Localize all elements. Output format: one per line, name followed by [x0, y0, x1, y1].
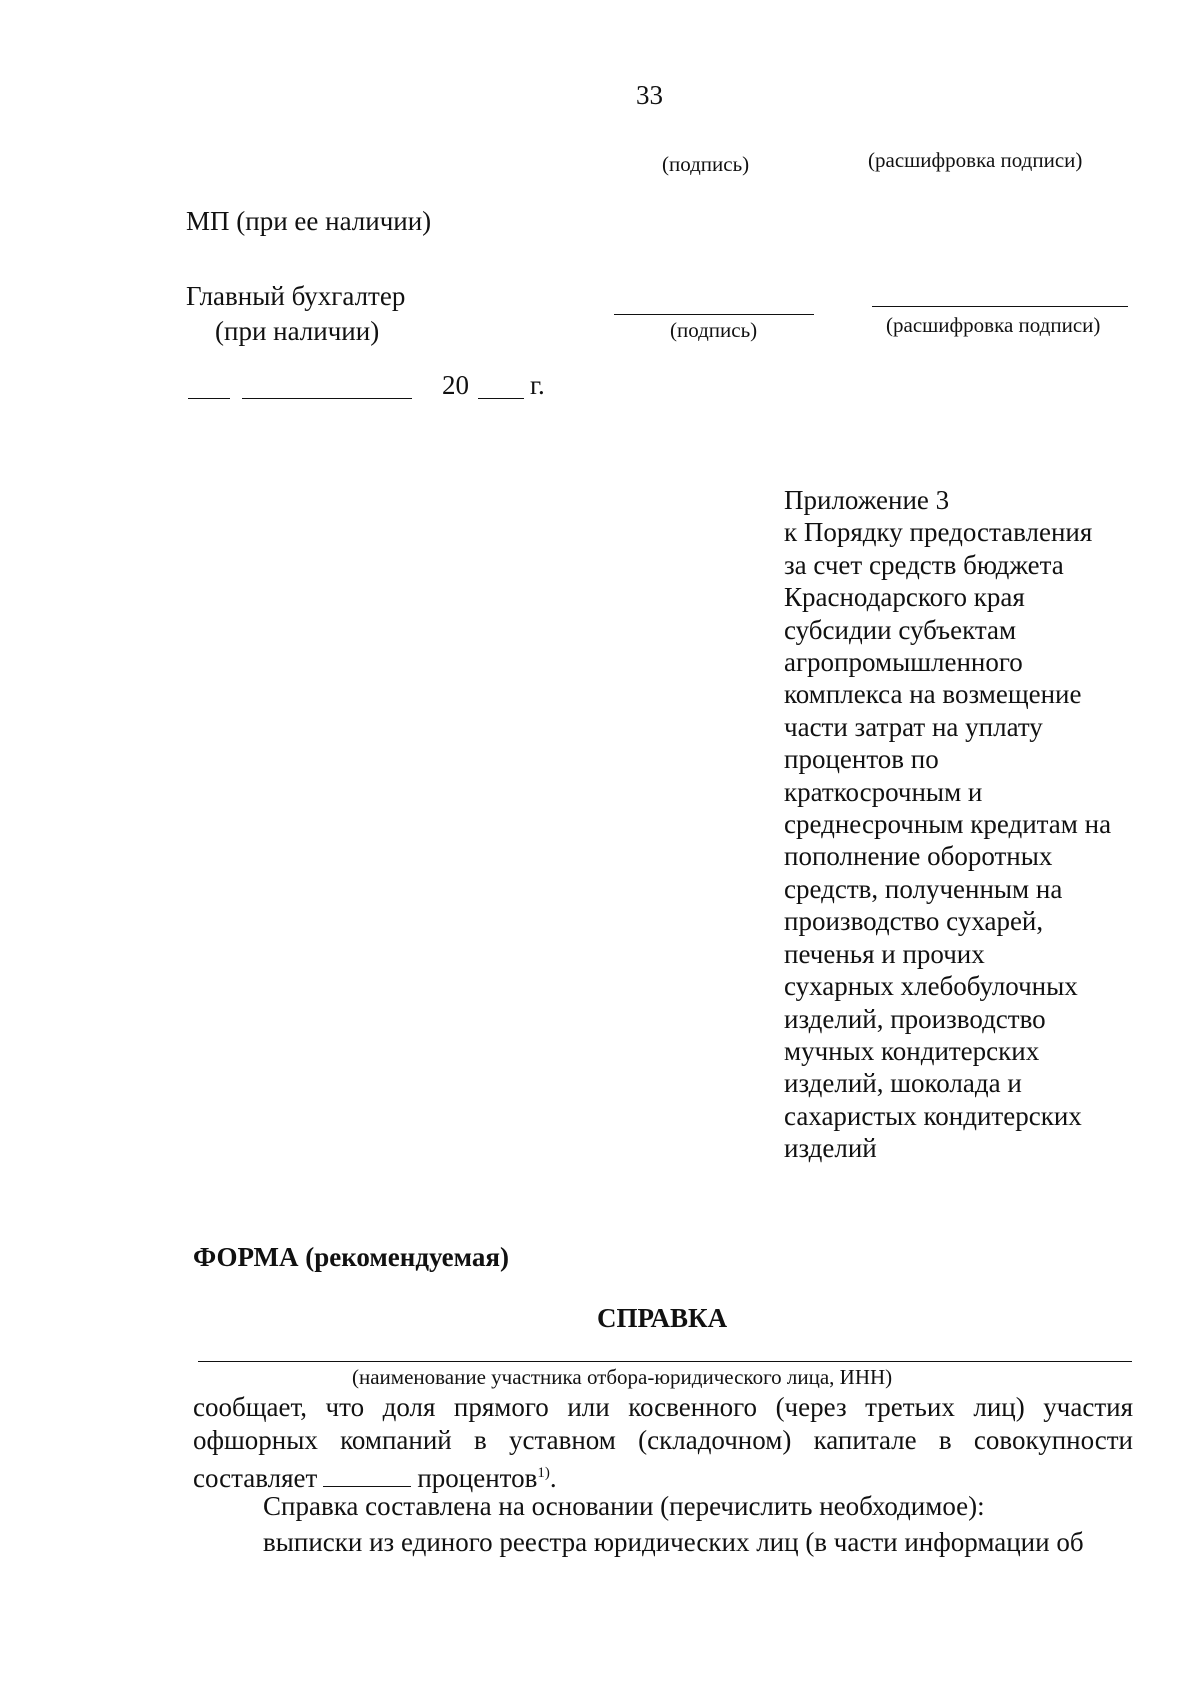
percent-suffix: процентов — [417, 1463, 538, 1493]
appendix-line: к Порядку предоставления — [784, 517, 1093, 548]
signature-decode-caption-2: (расшифровка подписи) — [886, 313, 1101, 337]
document-title: СПРАВКА — [597, 1303, 728, 1333]
appendix-header — [784, 484, 1164, 1165]
extract-line: выписки из единого реестра юридических лиц (в части информации об — [263, 1527, 1084, 1557]
appendix-line: пополнение оборотных — [784, 841, 1053, 872]
participant-name-line — [198, 1361, 1132, 1362]
appendix-line: изделий — [784, 1133, 877, 1164]
signature-caption-2: (подпись) — [670, 318, 758, 342]
chief-accountant-label: Главный бухгалтер — [186, 281, 406, 311]
appendix-line: процентов по — [784, 744, 939, 775]
appendix-line: сахаристых кондитерских — [784, 1100, 1082, 1131]
chief-accountant-note: (при наличии) — [215, 316, 380, 346]
date-month-blank — [242, 398, 412, 399]
appendix-line: производство сухарей, — [784, 906, 1044, 937]
appendix-line: мучных кондитерских — [784, 1035, 1040, 1066]
appendix-line: краткосрочным и — [784, 776, 983, 807]
appendix-line: за счет средств бюджета — [784, 549, 1064, 580]
appendix-line: сухарных хлебобулочных — [784, 971, 1078, 1002]
date-year-suffix: г. — [530, 370, 545, 400]
basis-line: Справка составлена на основании (перечислить необходимое): — [263, 1491, 985, 1521]
appendix-line: средств, полученным на — [784, 873, 1063, 904]
percent-end: . — [549, 1463, 557, 1493]
body-line: офшорных компаний в уставном (складочном) капитале в совокупности — [193, 1425, 1133, 1455]
body-line-percent — [193, 1457, 1133, 1493]
date-year-prefix: 20 — [442, 370, 469, 400]
signature-line — [614, 314, 814, 315]
appendix-line: субсидии субъектам — [784, 614, 1017, 645]
percent-blank — [323, 1466, 411, 1487]
date-day-blank — [188, 398, 230, 399]
appendix-line: части затрат на уплату — [784, 711, 1043, 742]
signature-caption: (подпись) — [662, 152, 750, 176]
signature-decode-caption: (расшифровка подписи) — [868, 148, 1083, 172]
form-label: ФОРМА (рекомендуемая) — [193, 1242, 509, 1272]
appendix-line: Приложение 3 — [784, 485, 950, 515]
signature-decode-line — [872, 306, 1128, 307]
stamp-label: МП (при ее наличии) — [186, 206, 432, 236]
appendix-line: агропромышленного — [784, 647, 1023, 678]
footnote-mark: 1) — [537, 1465, 550, 1481]
form-body — [193, 1391, 1133, 1493]
date-year-blank — [478, 398, 524, 399]
percent-prefix: составляет — [193, 1463, 318, 1493]
appendix-line: изделий, шоколада и — [784, 1068, 1022, 1099]
appendix-line: Краснодарского края — [784, 582, 1025, 613]
page-number: 33 — [636, 80, 663, 110]
participant-caption: (наименование участника отбора-юридического лица, ИНН) — [352, 1365, 893, 1389]
appendix-line: комплекса на возмещение — [784, 679, 1082, 710]
appendix-line: печенья и прочих — [784, 938, 985, 969]
appendix-line: изделий, производство — [784, 1003, 1046, 1034]
body-line: сообщает, что доля прямого или косвенного (через третьих лиц) участия — [193, 1392, 1133, 1422]
appendix-line: среднесрочным кредитам на — [784, 809, 1112, 840]
